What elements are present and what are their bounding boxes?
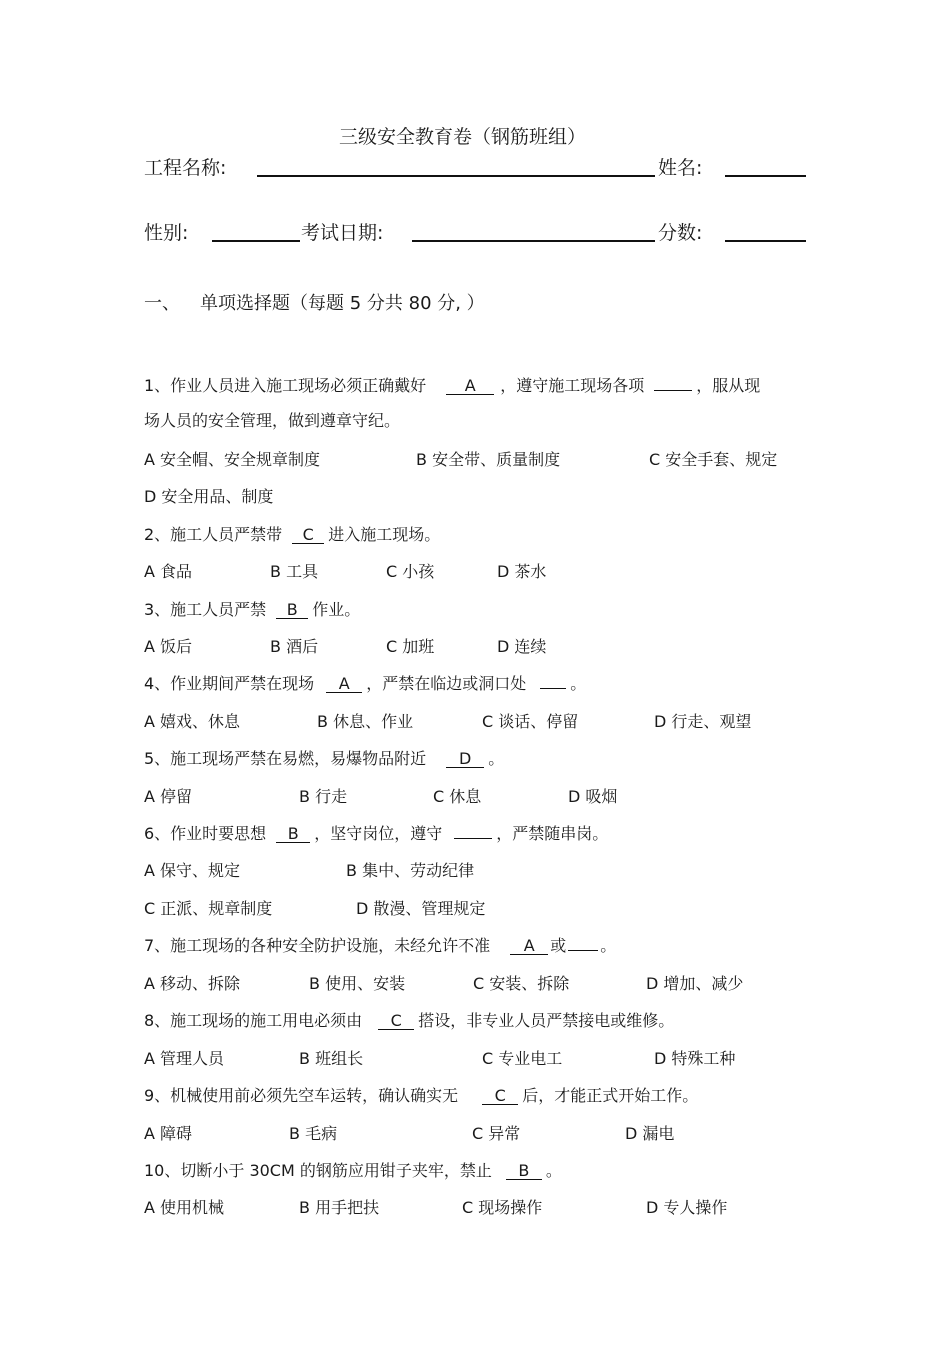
option-b: B 安全带、质量制度: [416, 450, 561, 469]
stem-text: 7、施工现场的各种安全防护设施，未经允许不准: [144, 936, 491, 955]
answer-blank: C: [292, 527, 324, 544]
answer-blank: B: [506, 1163, 542, 1180]
option-d: D 增加、减少: [646, 974, 744, 993]
stem-text: ，坚守岗位，遵守: [314, 824, 443, 843]
answer-blank: A: [326, 676, 362, 693]
option-a: A 移动、拆除: [144, 974, 241, 993]
option-a: A 障碍: [144, 1124, 193, 1143]
option-c: C 安装、拆除: [473, 974, 570, 993]
option-b: B 酒后: [270, 637, 319, 656]
question-stem: [144, 522, 440, 545]
stem-text: 1、作业人员进入施工现场必须正确戴好: [144, 376, 427, 395]
name-label: 姓名:: [658, 157, 703, 179]
stem-text: 。: [488, 749, 505, 768]
stem-text: 搭设，非专业人员严禁接电或维修。: [418, 1011, 675, 1030]
option-d: D 安全用品、制度: [144, 487, 274, 506]
question-stem: [144, 373, 760, 396]
exam-date-label: 考试日期:: [301, 222, 384, 244]
stem-text: 后，才能正式开始工作。: [522, 1086, 699, 1105]
stem-text: 10、切断小于 30CM 的钢筋应用钳子夹牢，禁止: [144, 1161, 492, 1180]
answer-blank: B: [276, 602, 308, 619]
question-stem: [144, 746, 504, 769]
option-d: D 茶水: [497, 562, 547, 581]
answer-blank: [454, 838, 492, 839]
option-d: D 散漫、管理规定: [356, 899, 486, 918]
option-a: A 食品: [144, 562, 193, 581]
stem-text: 。: [600, 936, 617, 955]
option-c: C 异常: [472, 1124, 521, 1143]
option-b: B 毛病: [289, 1124, 338, 1143]
exam-date-field[interactable]: [412, 240, 655, 242]
option-b: B 休息、作业: [317, 712, 414, 731]
option-a: A 停留: [144, 787, 193, 806]
question-stem: [144, 1083, 698, 1106]
stem-text: 5、施工现场严禁在易燃，易爆物品附近: [144, 749, 427, 768]
option-a: A 管理人员: [144, 1049, 225, 1068]
option-c: C 休息: [433, 787, 482, 806]
question-stem: [144, 933, 616, 956]
option-c: C 专业电工: [482, 1049, 563, 1068]
stem-text: 作业。: [312, 600, 361, 619]
answer-blank: [654, 390, 692, 391]
section-heading: 单项选择题（每题 5 分共 80 分, ）: [200, 293, 485, 314]
option-c: C 小孩: [386, 562, 435, 581]
option-d: D 连续: [497, 637, 547, 656]
option-b: B 集中、劳动纪律: [346, 861, 475, 880]
option-a: A 安全帽、安全规章制度: [144, 450, 321, 469]
option-a: A 使用机械: [144, 1198, 225, 1217]
option-d: D 特殊工种: [654, 1049, 736, 1068]
option-b: B 班组长: [299, 1049, 364, 1068]
stem-text: ，严禁随串岗。: [496, 824, 609, 843]
stem-text: ，服从现: [696, 376, 761, 395]
question-stem: [144, 671, 586, 694]
option-b: B 用手把扶: [299, 1198, 380, 1217]
answer-blank: A: [510, 938, 548, 955]
gender-field[interactable]: [212, 240, 300, 242]
option-b: B 行走: [299, 787, 348, 806]
option-b: B 使用、安装: [309, 974, 406, 993]
question-stem: [144, 597, 360, 620]
stem-text: 4、作业期间严禁在现场: [144, 674, 315, 693]
stem-text: ，严禁在临边或洞口处: [366, 674, 527, 693]
stem-text: 。: [570, 674, 587, 693]
stem-text: ，遵守施工现场各项: [500, 376, 645, 395]
page-title: 三级安全教育卷（钢筋班组）: [338, 126, 586, 148]
option-c: C 现场操作: [462, 1198, 543, 1217]
project-name-label: 工程名称:: [144, 157, 227, 179]
question-continuation: 场人员的安全管理，做到遵章守纪。: [144, 411, 401, 430]
project-name-field[interactable]: [257, 175, 655, 177]
option-a: A 嬉戏、休息: [144, 712, 241, 731]
stem-text: 6、作业时要思想: [144, 824, 267, 843]
stem-text: 2、施工人员严禁带: [144, 525, 283, 544]
name-field[interactable]: [725, 175, 806, 177]
option-d: D 行走、观望: [654, 712, 752, 731]
option-c: C 安全手套、规定: [649, 450, 778, 469]
option-a: A 饭后: [144, 637, 193, 656]
answer-blank: [540, 688, 566, 689]
question-stem: [144, 1158, 562, 1181]
stem-text: 8、施工现场的施工用电必须由: [144, 1011, 363, 1030]
answer-blank: D: [446, 751, 484, 768]
answer-blank: C: [482, 1088, 518, 1105]
option-c: C 正派、规章制度: [144, 899, 273, 918]
question-stem: [144, 1008, 674, 1031]
stem-text: 。: [545, 1161, 562, 1180]
gender-label: 性别:: [144, 222, 189, 244]
score-label: 分数:: [658, 222, 703, 244]
option-b: B 工具: [270, 562, 319, 581]
option-c: C 加班: [386, 637, 435, 656]
answer-blank: [568, 950, 598, 951]
stem-text: 9、机械使用前必须先空车运转，确认确实无: [144, 1086, 459, 1105]
stem-text: 进入施工现场。: [328, 525, 441, 544]
question-stem: [144, 821, 608, 844]
answer-blank: C: [378, 1013, 414, 1030]
section-number: 一、: [144, 293, 180, 314]
option-d: D 吸烟: [568, 787, 618, 806]
stem-text: 3、施工人员严禁: [144, 600, 267, 619]
stem-text: 或: [550, 936, 567, 955]
answer-blank: A: [446, 378, 494, 395]
option-a: A 保守、规定: [144, 861, 241, 880]
option-d: D 漏电: [625, 1124, 675, 1143]
score-field[interactable]: [725, 240, 806, 242]
answer-blank: B: [276, 826, 310, 843]
option-d: D 专人操作: [646, 1198, 728, 1217]
option-c: C 谈话、停留: [482, 712, 579, 731]
